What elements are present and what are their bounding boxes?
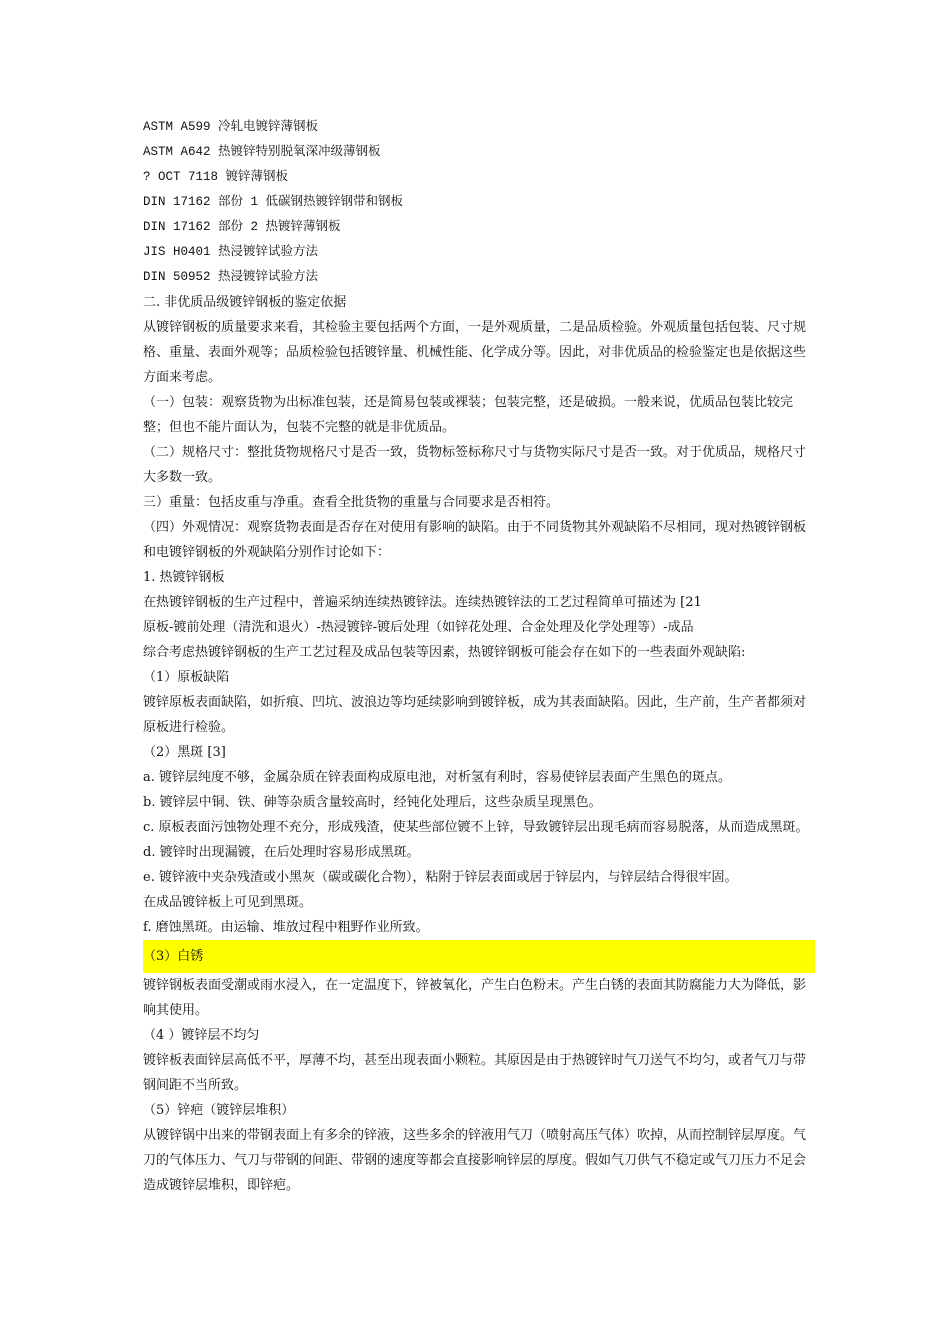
text-line: b. 镀锌层中铜、铁、砷等杂质含量较高时，经钝化处理后，这些杂质呈现黑色。: [143, 795, 602, 810]
text-line: DIN 17162 部份 1 低碳钢热镀锌钢带和钢板: [143, 195, 404, 209]
text-line: 三）重量：包括皮重与净重。查看全批货物的重量与合同要求是否相符。: [143, 495, 560, 510]
text-line: 从镀锌钢板的质量要求来看，其检验主要包括两个方面，一是外观质量，二是品质检验。外观质量包括包装、尺寸规格、重量、表面外观等；品质检验包括镀锌量、机械性能、化学成分等。因此，对非优质品的检验鉴定也是依据这些方面来考虑。: [143, 320, 807, 385]
text-line: （四）外观情况：观察货物表面是否存在对使用有影响的缺陷。由于不同货物其外观缺陷不尽相同，现对热镀锌钢板和电镀锌钢板的外观缺陷分别作讨论如下：: [143, 520, 807, 560]
text-line: DIN 50952 热浸镀锌试验方法: [143, 270, 319, 284]
highlighted-heading: （3）白锈: [143, 940, 815, 973]
text-line: 镀锌原板表面缺陷，如折痕、凹坑、波浪边等均延续影响到镀锌板，成为其表面缺陷。因此，生产前，生产者都须对原板进行检验。: [143, 695, 807, 735]
text-line: （一）包装：观察货物为出标准包装，还是简易包装或裸装；包装完整，还是破损。一般来说，优质品包装比较完整；但也不能片面认为，包装不完整的就是非优质品。: [143, 395, 794, 435]
text-line: d. 镀锌时出现漏镀，在后处理时容易形成黑斑。: [143, 845, 420, 860]
text-line: （5）锌疤（镀锌层堆积）: [143, 1103, 295, 1118]
text-line: 在热镀锌钢板的生产过程中，普遍采纳连续热镀锌法。连续热镀锌法的工艺过程简单可描述为 [21: [143, 595, 702, 610]
text-line: ASTM A599 冷轧电镀锌薄钢板: [143, 120, 319, 134]
text-line: （二）规格尺寸：整批货物规格尺寸是否一致，货物标签标称尺寸与货物实际尺寸是否一致。对于优质品，规格尺寸大多数一致。: [143, 445, 807, 485]
text-line: （2）黑斑 [3]: [143, 745, 226, 760]
document-body: [143, 115, 815, 1198]
text-line: ASTM A642 热镀锌特别脱氧深冲级薄钢板: [143, 145, 381, 159]
text-line: （1）原板缺陷: [143, 670, 230, 685]
text-line: 镀锌钢板表面受潮或雨水浸入，在一定温度下，锌被氧化，产生白色粉末。产生白锈的表面其防腐能力大为降低，影响其使用。: [143, 978, 807, 1018]
text-line: a. 镀锌层纯度不够，金属杂质在锌表面构成原电池，对析氢有利时，容易使锌层表面产生黑色的斑点。: [143, 770, 732, 785]
text-line: （4 ）镀锌层不均匀: [143, 1028, 260, 1043]
text-line: 二. 非优质品级镀锌钢板的鉴定依据: [143, 295, 347, 310]
text-line: DIN 17162 部份 2 热镀锌薄钢板: [143, 220, 341, 234]
text-line: 镀锌板表面锌层高低不平，厚薄不均，甚至出现表面小颗粒。其原因是由于热镀锌时气刀送气不均匀，或者气刀与带钢间距不当所致。: [143, 1053, 807, 1093]
text-line: 综合考虑热镀锌钢板的生产工艺过程及成品包装等因素，热镀锌钢板可能会存在如下的一些表面外观缺陷:: [143, 645, 746, 660]
text-line: f. 磨蚀黑斑。由运输、堆放过程中粗野作业所致。: [143, 920, 429, 935]
text-line: 在成品镀锌板上可见到黑斑。: [143, 895, 313, 910]
text-line: 从镀锌锅中出来的带钢表面上有多余的锌液，这些多余的锌液用气刀（喷射高压气体）吹掉，从而控制锌层厚度。气刀的气体压力、气刀与带钢的间距、带钢的速度等都会直接影响锌层的厚度。假如气刀供气不稳定或气刀压力不足会造成镀锌层堆积，即锌疤。: [143, 1128, 807, 1193]
text-line: JIS H0401 热浸镀锌试验方法: [143, 245, 319, 259]
text-line: 1. 热镀锌钢板: [143, 570, 225, 585]
text-line: ? OCT 7118 镀锌薄钢板: [143, 170, 289, 184]
text-line: e. 镀锌液中夹杂残渣或小黑灰（碳或碳化合物），粘附于锌层表面或居于锌层内，与锌层结合得很牢固。: [143, 870, 738, 885]
text-line: c. 原板表面污蚀物处理不充分，形成残渣，使某些部位镀不上锌，导致镀锌层出现毛病而容易脱落，从而造成黑斑。: [143, 820, 809, 835]
text-line: 原板-镀前处理（清洗和退火）-热浸镀锌-镀后处理（如锌花处理、合金处理及化学处理等）-成品: [143, 620, 694, 635]
